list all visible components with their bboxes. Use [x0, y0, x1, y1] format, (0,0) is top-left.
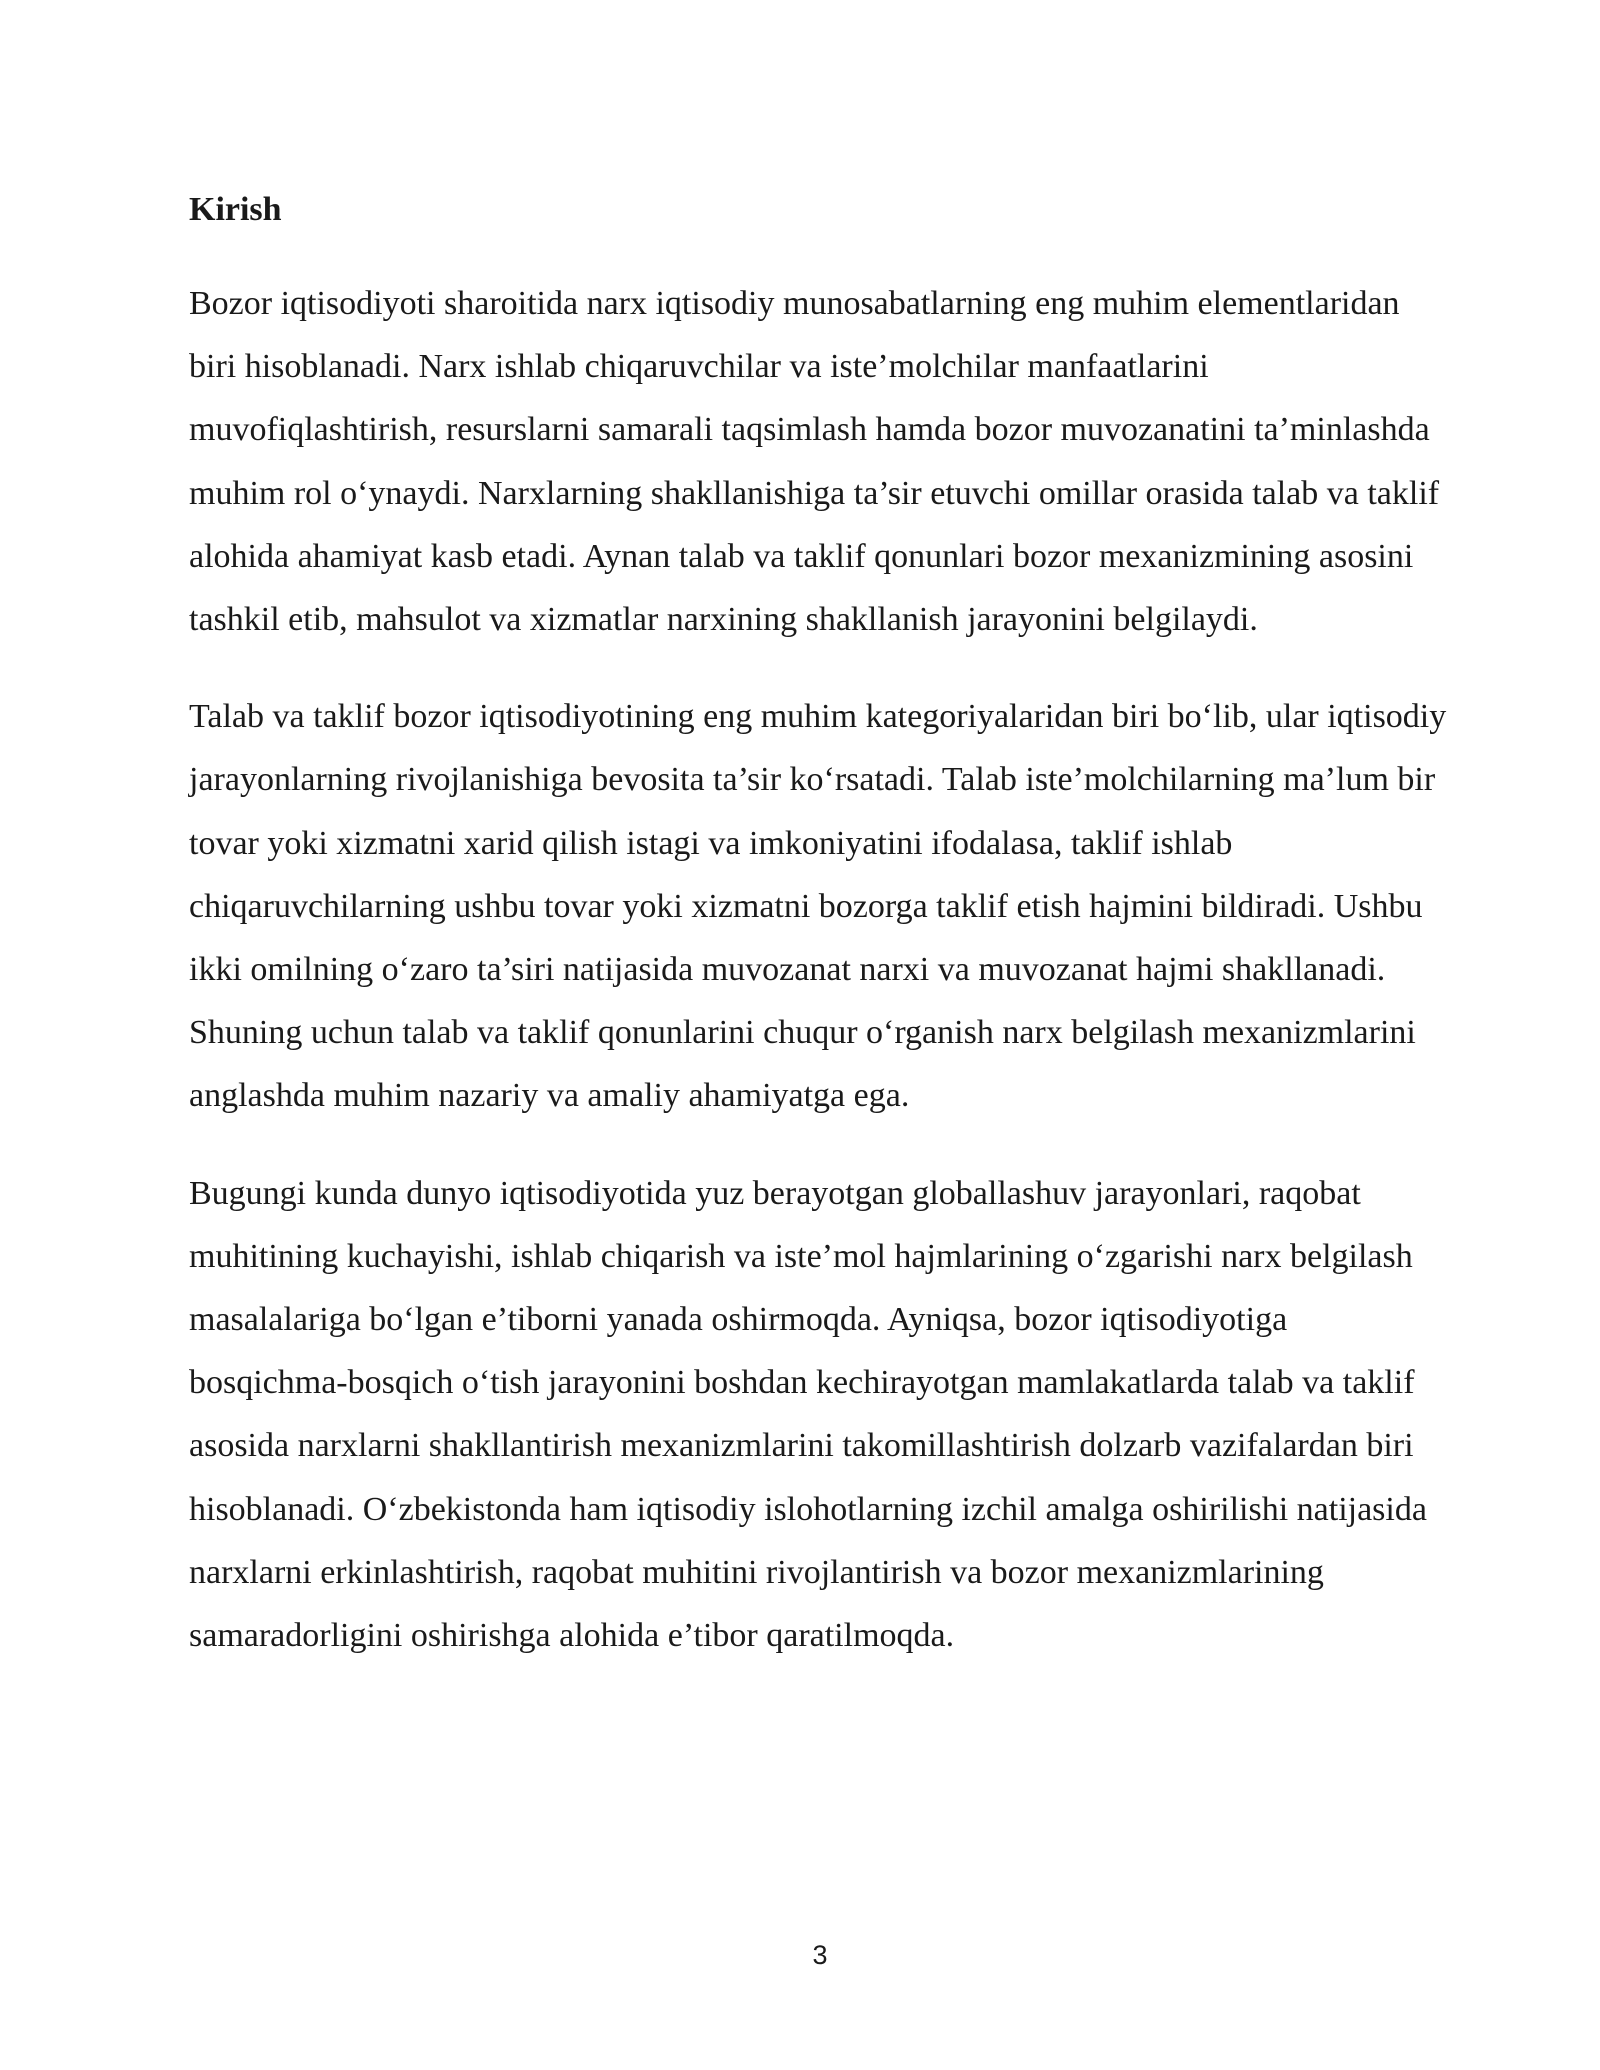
paragraph-2: Talab va taklif bozor iqtisodiyotining eng muhim kategoriyalaridan biri bo‘lib, ular iqtisodiy jarayonlarning rivojlanishiga bevosita ta’sir ko‘rsatadi. Talab iste’molchilarning ma’lum bir tovar yoki xizmatni xarid qilish istagi va imkoniyatini ifodalasa, taklif ishlab chiqaruvchilarning ushbu tovar yoki xizmatni bozorga taklif etish hajmini bildiradi. Ushbu ikki omilning o‘zaro ta’siri natijasida muvozanat narxi va muvozanat hajmi shakllanadi. Shuning uchun talab va taklif qonunlarini chuqur o‘rganish narx belgilash mexanizmlarini anglashda muhim nazariy va amaliy ahamiyatga ega. [189, 698, 1447, 1115]
paragraph-1: Bozor iqtisodiyoti sharoitida narx iqtisodiy munosabatlarning eng muhim elementlaridan biri hisoblanadi. Narx ishlab chiqaruvchilar va iste’molchilar manfaatlarini muvofiqlashtirish, resurslarni samarali taqsimlash hamda bozor muvozanatini ta’minlashda muhim rol o‘ynaydi. Narxlarning shakllanishiga ta’sir etuvchi omillar orasida talab va taklif alohida ahamiyat kasb etadi. Aynan talab va taklif qonunlari bozor mexanizmining asosini tashkil etib, mahsulot va xizmatlar narxining shakllanish jarayonini belgilaydi. [189, 285, 1440, 639]
page-content [189, 178, 1449, 1701]
paragraph-3: Bugungi kunda dunyo iqtisodiyotida yuz berayotgan globallashuv jarayonlari, raqobat muhitining kuchayishi, ishlab chiqarish va iste’mol hajmlarining o‘zgarishi narx belgilash masalalariga bo‘lgan e’tiborni yanada oshirmoqda. Ayniqsa, bozor iqtisodiyotiga bosqichma-bosqich o‘tish jarayonini boshdan kechirayotgan mamlakatlarda talab va taklif asosida narxlarni shakllantirish mexanizmlarini takomillashtirish dolzarb vazifalardan biri hisoblanadi. O‘zbekistonda ham iqtisodiy islohotlarning izchil amalga oshirilishi natijasida narxlarni erkinlashtirish, raqobat muhitini rivojlantirish va bozor mexanizmlarining samaradorligini oshirishga alohida e’tibor qaratilmoqda. [189, 1174, 1427, 1655]
page-number: 3 [812, 1940, 828, 1970]
section-heading: Kirish [189, 191, 282, 228]
